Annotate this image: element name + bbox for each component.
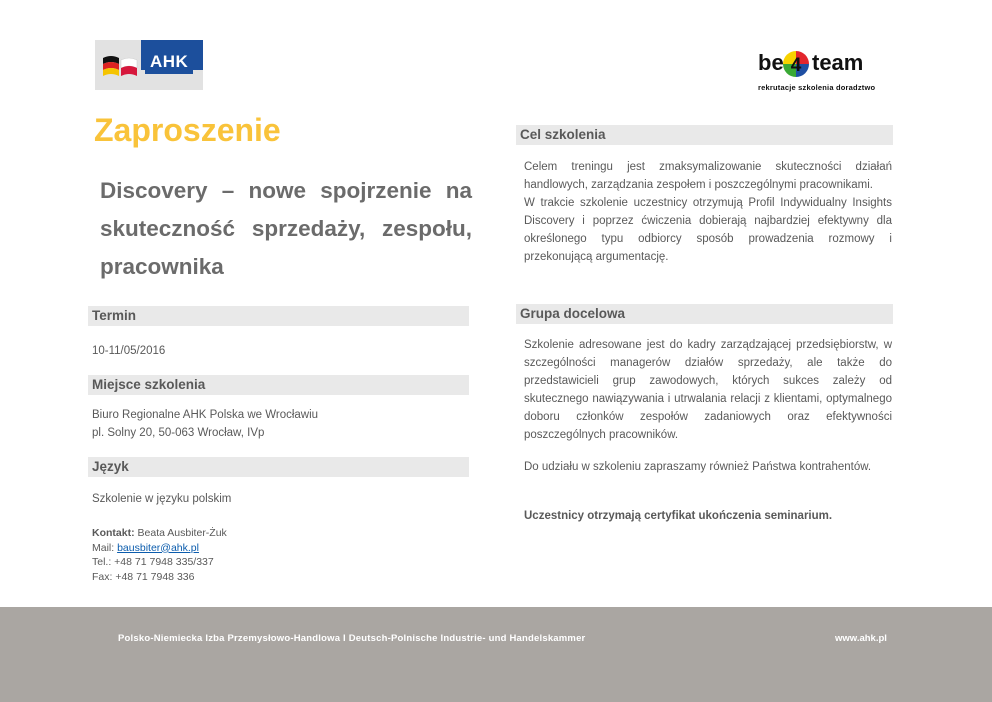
cel-paragraph-2: W trakcie szkolenie uczestnicy otrzymują Profil Indywidualny Insights Discovery i poprzez ćwiczenia dobierają najbardziej efektywny dla określonego typu odbiorcy sposób prowadzenia rozmowy i przekonującą argumentację. [524, 197, 892, 263]
contact-block [92, 526, 227, 584]
miejsce-line-2: pl. Solny 20, 50-063 Wrocław, IVp [92, 427, 265, 439]
termin-date: 10-11/05/2016 [92, 345, 166, 357]
grupa-paragraph-1: Szkolenie adresowane jest do kadry zarządzającej przedsiębiorstw, w szczególności managerów działów sprzedaży, ale także do przedstawicieli grup zawodowych, których sukces zależy od skutecznego nawiązywania i utrwalania relacji z klientami, optymalnego doboru członków zespołów zadaniowych oraz efektywności poszczególnych pracowników. [524, 339, 892, 441]
fax-line: Fax: +48 71 7948 336 [92, 570, 195, 583]
tel-line: Tel.: +48 71 7948 335/337 [92, 556, 214, 568]
email-link[interactable]: bausbiter@ahk.pl [117, 541, 199, 554]
be4team-part1: be [758, 50, 784, 75]
be4team-circle-icon [782, 50, 810, 78]
jezyk-text: Szkolenie w języku polskim [92, 493, 232, 505]
ahk-logo [95, 40, 203, 90]
ahk-flag-icon [101, 52, 141, 82]
grupa-heading: Grupa docelowa [516, 304, 893, 324]
cel-heading: Cel szkolenia [516, 125, 893, 145]
mail-line [92, 541, 227, 556]
grupa-paragraph-2: Do udziału w szkoleniu zapraszamy również Państwa kontrahentów. [524, 461, 872, 473]
footer-website[interactable]: www.ahk.pl [835, 633, 887, 644]
termin-heading: Termin [88, 306, 469, 326]
footer [0, 607, 992, 702]
miejsce-heading: Miejsce szkolenia [88, 375, 469, 395]
footer-chamber-name: Polsko-Niemiecka Izba Przemysłowo-Handlowa I Deutsch-Polnische Industrie- und Handelskammer [118, 633, 586, 644]
be4team-logo [752, 50, 912, 96]
contact-label: Kontakt: [92, 527, 135, 539]
certificate-note: Uczestnicy otrzymają certyfikat ukończenia seminarium. [524, 510, 833, 522]
contact-line [92, 526, 227, 541]
cel-body [524, 158, 892, 266]
page-subtitle: Discovery – nowe spojrzenie na skuteczność sprzedaży, zespołu, pracownika [100, 178, 472, 279]
ahk-wordmark: AHK [145, 50, 193, 74]
miejsce-address [92, 406, 318, 442]
be4team-part2: team [812, 50, 864, 75]
be4team-digit: 4 [790, 55, 802, 76]
cel-paragraph-1: Celem treningu jest zmaksymalizowanie skuteczności działań handlowych, zarządzania zespołem i poszczególnymi pracownikami. [524, 161, 892, 191]
page-title: Zaproszenie [94, 112, 281, 148]
mail-label: Mail: [92, 541, 115, 554]
miejsce-line-1: Biuro Regionalne AHK Polska we Wrocławiu [92, 409, 319, 421]
contact-name: Beata Ausbiter-Żuk [137, 527, 227, 539]
be4team-tagline: rekrutacje szkolenia doradztwo [758, 83, 876, 92]
jezyk-heading: Język [88, 457, 469, 477]
